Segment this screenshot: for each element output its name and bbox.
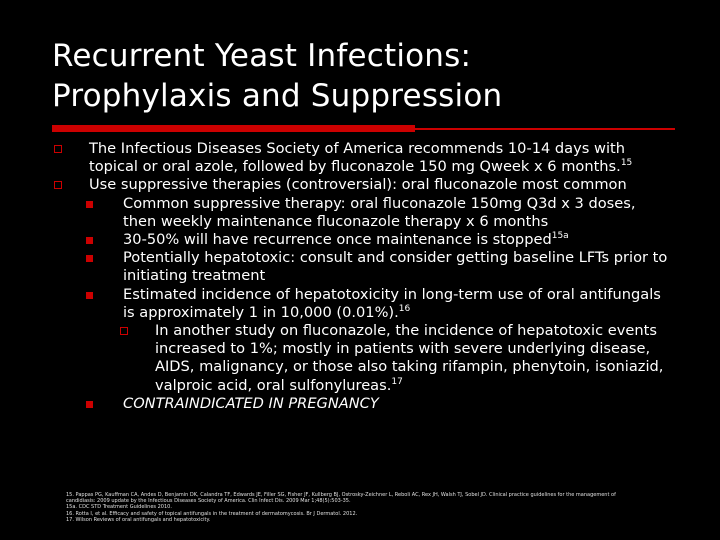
reference-line: 17. Wilson Reviews of oral antifungals and hepatotoxicity. bbox=[66, 516, 211, 523]
citation-sup: 17 bbox=[391, 376, 403, 387]
sub-bullet-item bbox=[52, 286, 672, 322]
bullet-item bbox=[52, 176, 672, 194]
title-underline-line bbox=[415, 128, 675, 130]
hollow-square-bullet-icon bbox=[54, 145, 62, 153]
solid-square-bullet-icon bbox=[86, 237, 93, 244]
citation-sup: 16 bbox=[398, 303, 411, 314]
solid-square-bullet-icon bbox=[86, 292, 93, 299]
sub-bullet-text: Estimated incidence of hepatotoxicity in long-term use of oral antifungals is approximately 1 in 10,000 (0.01%). bbox=[123, 285, 661, 321]
slide-title-line-2: Prophylaxis and Suppression bbox=[52, 78, 503, 114]
sub-sub-bullet-item bbox=[52, 322, 672, 395]
citation-sup: 15 bbox=[620, 158, 633, 169]
citation-sup: 15a bbox=[551, 231, 569, 242]
reference-line: candidiasis: 2009 update by the Infectious Diseases Society of America. Clin Infect Dis. 2009 Mar 1;48(5):503-35. bbox=[66, 498, 351, 505]
slide-title-line-1: Recurrent Yeast Infections: bbox=[52, 38, 472, 74]
solid-square-bullet-icon bbox=[86, 201, 93, 208]
sub-bullet-text: 30-50% will have recurrence once maintenance is stopped bbox=[123, 231, 552, 249]
sub-bullet-item bbox=[52, 249, 672, 285]
sub-sub-bullet-text: In another study on fluconazole, the incidence of hepatotoxic events increased to 1%; mostly in patients with severe underlying disease, AIDS, malignancy, or those also taking rifampin, phenytoin, isoniazid, valproic acid, oral sulfonylureas. bbox=[155, 322, 664, 394]
solid-square-bullet-icon bbox=[86, 401, 93, 408]
bullet-item bbox=[52, 140, 672, 176]
solid-square-bullet-icon bbox=[86, 255, 93, 262]
contraindication-text: CONTRAINDICATED IN PREGNANCY bbox=[123, 394, 379, 412]
slide-body bbox=[52, 140, 672, 413]
sub-bullet-item bbox=[52, 195, 672, 231]
reference-line: 16. Rotta I, et al. Efficacy and safety of topical antifungals in the treatment of dermatomycosis. Br J Dermatol. 2012. bbox=[66, 510, 358, 517]
hollow-square-bullet-icon bbox=[54, 181, 62, 189]
sub-bullet-item bbox=[52, 395, 672, 413]
reference-line: 15. Pappas PG, Kauffman CA, Andes D, Benjamin DK, Calandra TF, Edwards JE, Filler SG, Fisher JF, Kullberg BJ, Ostrosky-Zeichner L, Reboli AC, Rex JH, Walsh TJ, Sobel JD. Clinical practice guidelines for the management of bbox=[66, 492, 616, 498]
hollow-square-bullet-icon bbox=[120, 327, 128, 335]
sub-bullet-text: Common suppressive therapy: oral fluconazole 150mg Q3d x 3 doses, then weekly maintenance fluconazole therapy x 6 months bbox=[123, 194, 636, 230]
sub-bullet-text: Potentially hepatotoxic: consult and consider getting baseline LFTs prior to initiating treatment bbox=[123, 249, 668, 285]
bullet-text: The Infectious Diseases Society of America recommends 10-14 days with topical or oral azole, followed by fluconazole 150 mg Qweek x 6 months. bbox=[89, 140, 625, 176]
sub-bullet-item bbox=[52, 231, 672, 249]
bullet-text: Use suppressive therapies (controversial): oral fluconazole most common bbox=[89, 176, 627, 194]
title-underline-bar bbox=[52, 125, 415, 132]
references bbox=[66, 492, 706, 523]
reference-line: 15a. CDC STD Treatment Guidelines 2010. bbox=[66, 504, 172, 511]
slide-title bbox=[52, 36, 692, 116]
